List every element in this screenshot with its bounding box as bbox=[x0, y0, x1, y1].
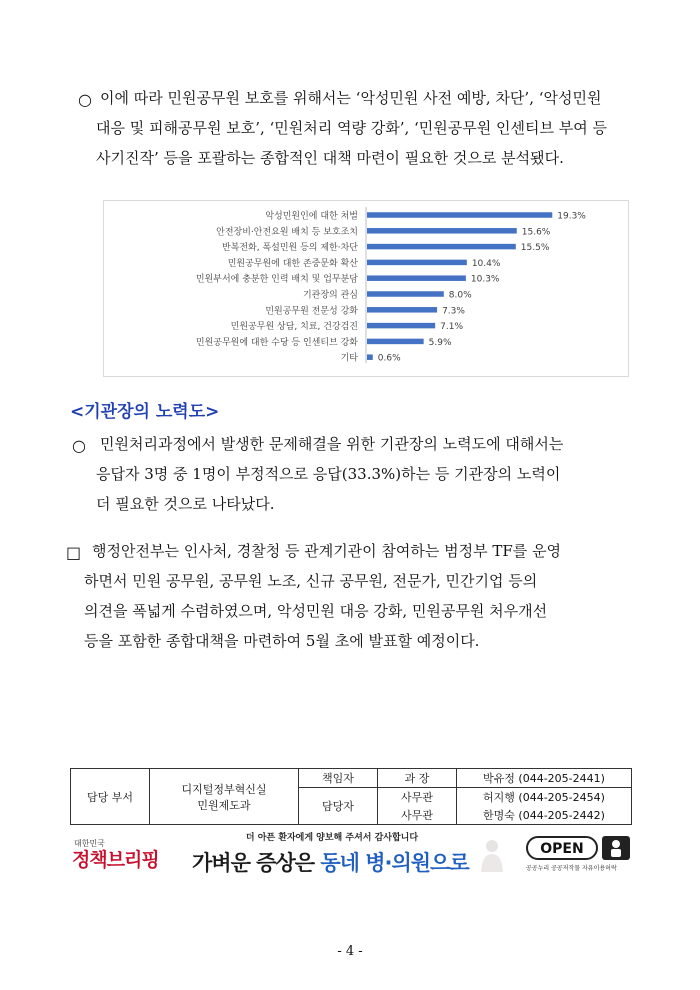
open-license-badge bbox=[526, 836, 634, 872]
effort-paragraph bbox=[100, 429, 563, 459]
survey-bar-chart bbox=[103, 200, 629, 377]
campaign-main-text bbox=[192, 847, 512, 877]
intro-paragraph bbox=[100, 83, 601, 113]
value-label: 15.5% bbox=[520, 243, 550, 254]
value-label: 10.4% bbox=[471, 258, 501, 269]
attribution-icon bbox=[602, 836, 630, 860]
bar bbox=[367, 307, 437, 313]
dept-label: 담당 부서 bbox=[71, 769, 150, 825]
category-label: 민원공무원 상담, 치료, 건강검진 bbox=[230, 322, 358, 333]
value-label: 5.9% bbox=[428, 337, 452, 348]
bar bbox=[367, 228, 517, 234]
campaign-banner bbox=[192, 830, 512, 880]
open-label: OPEN bbox=[540, 841, 584, 857]
category-label: 민원공무원에 대한 존중문화 확산 bbox=[227, 258, 358, 269]
plan-line: 하면서 민원 공무원, 공무원 노조, 신규 공무원, 전문가, 민간기업 등의 bbox=[84, 572, 538, 590]
brand-main-text: 정책브리핑 bbox=[72, 849, 159, 871]
bar bbox=[367, 275, 466, 281]
circle-bullet: ○ bbox=[72, 436, 86, 455]
value-label: 19.3% bbox=[557, 211, 586, 222]
staff-title: 사무관 bbox=[378, 788, 457, 807]
staff-person: 한명숙 (044-205-2442) bbox=[457, 806, 632, 825]
value-label: 15.6% bbox=[521, 227, 551, 238]
value-label: 8.0% bbox=[448, 290, 472, 301]
category-label: 민원공무원에 대한 수당 등 인센티브 강화 bbox=[195, 337, 358, 348]
staff-label: 담당자 bbox=[299, 788, 378, 825]
plan-paragraph bbox=[92, 536, 561, 566]
open-logo bbox=[526, 836, 598, 860]
person-icon bbox=[602, 836, 630, 860]
campaign-part-1: 가벼운 증상은 bbox=[192, 851, 321, 875]
effort-paragraph-cont bbox=[96, 459, 560, 519]
lead-label: 책임자 bbox=[299, 769, 378, 788]
value-label: 10.3% bbox=[470, 274, 500, 285]
bar bbox=[367, 244, 516, 250]
category-label: 민원공무원 전문성 강화 bbox=[265, 306, 358, 317]
campaign-part-2: 동네 병·의원으로 bbox=[320, 851, 469, 875]
patient-icon bbox=[478, 838, 506, 872]
bar bbox=[367, 323, 435, 329]
dept-name-line-1: 디지털정부혁신실 bbox=[181, 782, 267, 796]
category-label: 악성민원인에 대한 처벌 bbox=[265, 211, 358, 222]
brand-small-text: 대한민국 bbox=[74, 839, 105, 848]
lead-title: 과 장 bbox=[378, 769, 457, 788]
plan-line: 등을 포함한 종합대책을 마련하여 5월 초에 발표할 예정이다. bbox=[84, 632, 480, 650]
category-label: 반복전화, 폭설민원 등의 제한·차단 bbox=[221, 243, 358, 254]
circle-bullet: ○ bbox=[78, 90, 92, 109]
category-label: 기관장의 관심 bbox=[302, 290, 358, 301]
effort-line: 민원처리과정에서 발생한 문제해결을 위한 기관장의 노력도에 대해서는 bbox=[100, 435, 564, 453]
policy-briefing-logo bbox=[72, 838, 182, 888]
plan-line: 행정안전부는 인사처, 경찰청 등 관계기관이 참여하는 범정부 TF를 운영 bbox=[92, 542, 562, 560]
patient-illustration bbox=[478, 838, 506, 872]
category-label: 기타 bbox=[340, 353, 358, 364]
section-title: <기관장의 노력도> bbox=[70, 402, 220, 422]
page-number: - 4 - bbox=[337, 944, 363, 959]
intro-line: 사기진작’ 등을 포괄하는 종합적인 대책 마련이 필요한 것으로 분석됐다. bbox=[96, 149, 564, 167]
effort-line: 응답자 3명 중 1명이 부정적으로 응답(33.3%)하는 등 기관장의 노력이 bbox=[96, 465, 561, 483]
plan-line: 의견을 폭넓게 수렴하였으며, 악성민원 대응 강화, 민원공무원 처우개선 bbox=[84, 602, 548, 620]
campaign-top-text: 더 아픈 환자에게 양보해 주셔서 감사합니다 bbox=[245, 833, 419, 843]
category-label: 안전장비·안전요원 배치 등 보호조치 bbox=[216, 227, 358, 238]
contact-table bbox=[70, 768, 632, 825]
lead-person: 박유정 (044-205-2441) bbox=[457, 769, 632, 788]
value-label: 7.3% bbox=[442, 306, 465, 317]
bar bbox=[367, 260, 467, 266]
value-label: 7.1% bbox=[440, 322, 464, 333]
staff-title: 사무관 bbox=[378, 806, 457, 825]
intro-line: 이에 따라 민원공무원 보호를 위해서는 ‘악성민원 사전 예방, 차단’, ‘악성민원 bbox=[100, 89, 602, 107]
bar bbox=[367, 354, 373, 360]
category-label: 민원부서에 충분한 인력 배치 및 업무분담 bbox=[195, 274, 358, 285]
intro-line: 대응 및 피해공무원 보호’, ‘민원처리 역량 강화’, ‘민원공무원 인센티브 부여 등 bbox=[96, 119, 607, 137]
intro-paragraph-cont bbox=[96, 113, 607, 173]
bar bbox=[367, 212, 552, 218]
bar bbox=[367, 291, 444, 297]
value-label: 0.6% bbox=[377, 353, 401, 364]
open-sub-text: 공공누리 공공저작물 자유이용허락 bbox=[526, 865, 617, 872]
staff-person: 허지행 (044-205-2454) bbox=[457, 788, 632, 807]
dept-name bbox=[150, 769, 299, 825]
square-bullet: □ bbox=[66, 543, 82, 562]
dept-name-line-2: 민원제도과 bbox=[197, 798, 251, 812]
bar bbox=[367, 339, 424, 345]
chart-canvas bbox=[104, 201, 628, 376]
effort-line: 더 필요한 것으로 나타났다. bbox=[96, 495, 275, 513]
plan-paragraph-cont bbox=[84, 566, 547, 656]
